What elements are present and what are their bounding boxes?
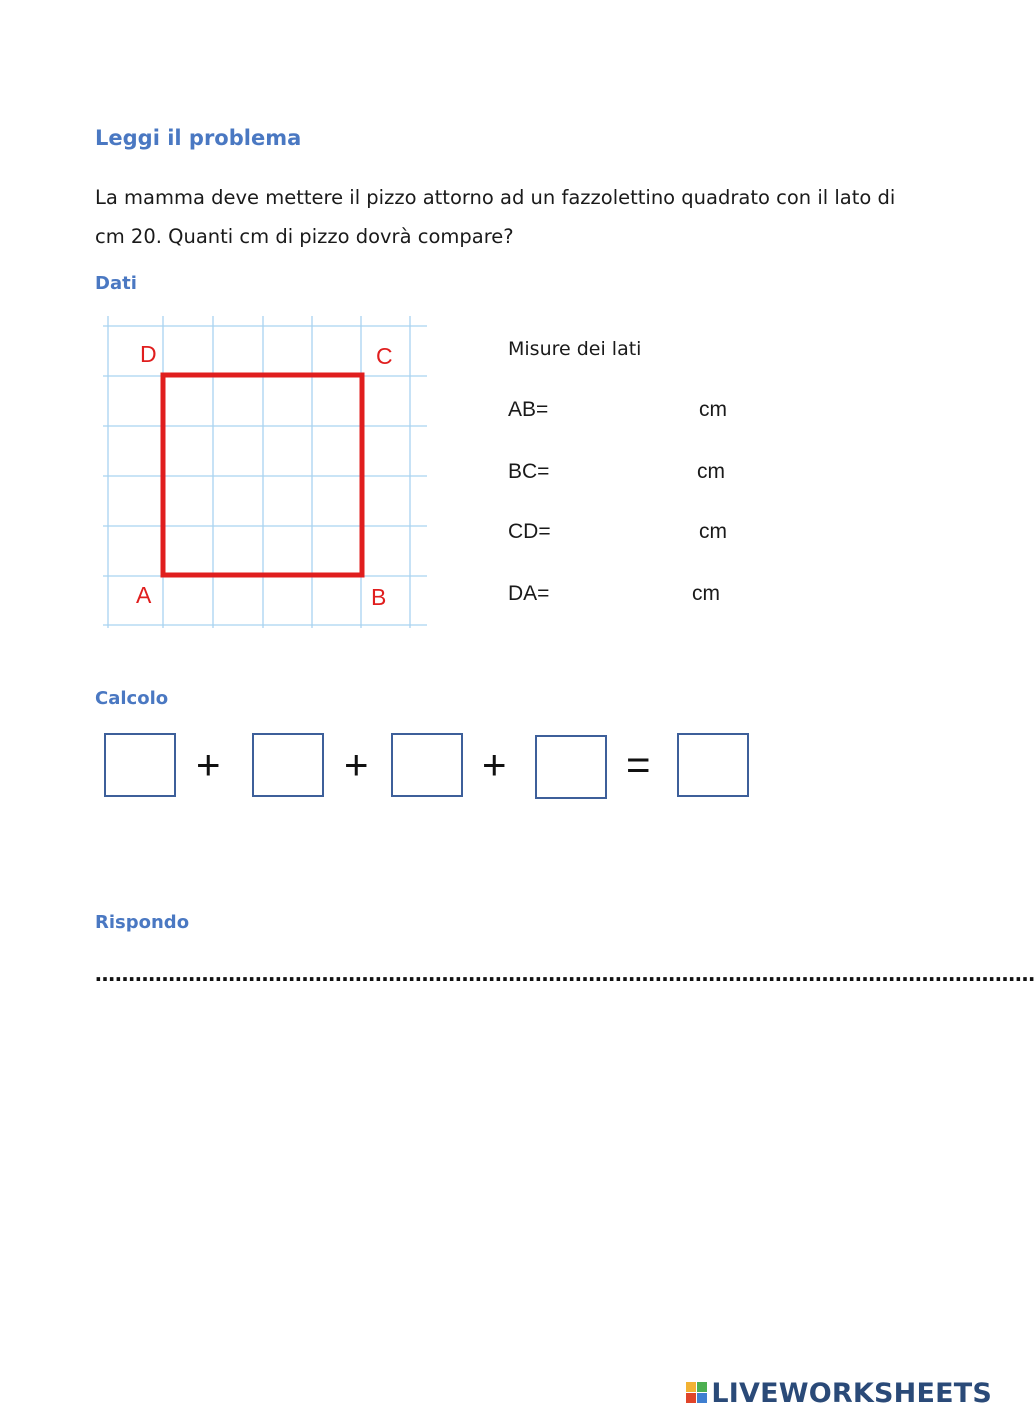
- square-figure: [100, 316, 430, 631]
- vertex-c: C: [376, 343, 393, 369]
- problem-text: La mamma deve mettere il pizzo attorno ad un fazzolettino quadrato con il lato di cm 20. Quanti cm di pizzo dovrà compare?: [95, 186, 896, 248]
- vertex-b: B: [371, 584, 387, 610]
- logo-icon: [686, 1382, 708, 1404]
- measure-unit-da: cm: [692, 582, 720, 605]
- vertex-d: D: [140, 341, 157, 367]
- measures-title: Misure dei lati: [508, 338, 642, 360]
- equals-operator: =: [626, 741, 651, 788]
- plus-operator: +: [482, 741, 507, 788]
- answer-box-1[interactable]: [104, 733, 176, 797]
- section-calcolo: Calcolo: [95, 688, 169, 709]
- liveworksheets-logo: [686, 1378, 992, 1408]
- logo-text: LIVEWORKSHEETS: [711, 1377, 992, 1409]
- measure-label-cd: CD=: [508, 520, 551, 543]
- plus-operator: +: [344, 741, 369, 788]
- plus-operator: +: [196, 741, 221, 788]
- answer-box-3[interactable]: [391, 733, 463, 797]
- measure-label-da: DA=: [508, 582, 550, 605]
- answer-line[interactable]: ……………………………………………………………………………………………………………………………: [95, 962, 1035, 986]
- section-dati: Dati: [95, 273, 137, 294]
- page-title: Leggi il problema: [95, 126, 302, 150]
- measure-unit-cd: cm: [699, 520, 727, 543]
- result-box[interactable]: [677, 733, 749, 797]
- answer-box-2[interactable]: [252, 733, 324, 797]
- answer-box-4[interactable]: [535, 735, 607, 799]
- measure-unit-bc: cm: [697, 460, 725, 483]
- measure-label-bc: BC=: [508, 460, 550, 483]
- measure-label-ab: AB=: [508, 398, 549, 421]
- section-rispondo: Rispondo: [95, 912, 190, 933]
- vertex-a: A: [136, 582, 152, 608]
- measure-unit-ab: cm: [699, 398, 727, 421]
